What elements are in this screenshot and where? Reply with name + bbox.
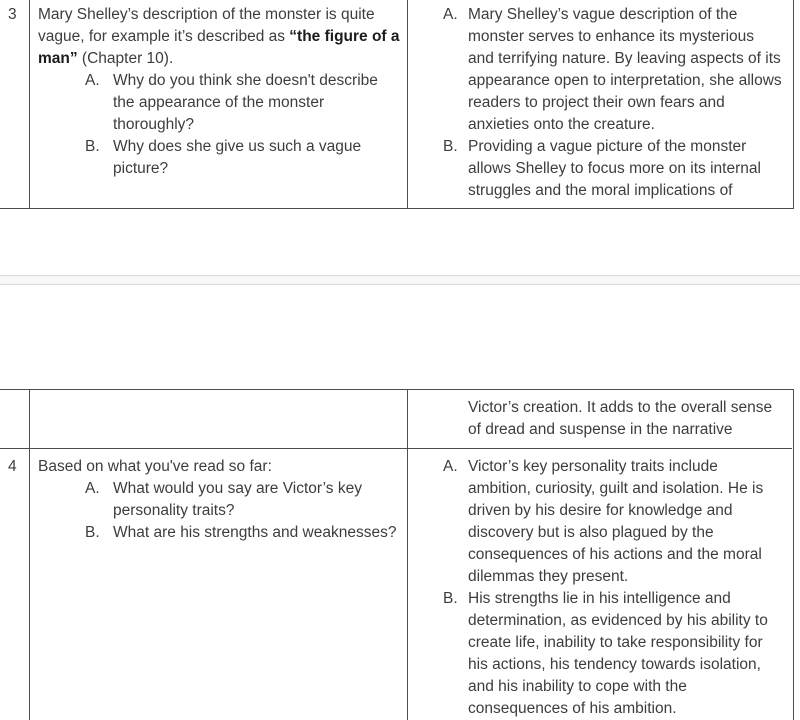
list-text: What would you say are Victor’s key personality traits? xyxy=(113,480,362,519)
row-number: 4 xyxy=(8,458,17,475)
question-intro: Based on what you've read so far: xyxy=(38,458,272,475)
question-item-a xyxy=(85,478,403,522)
intro-text: (Chapter 10). xyxy=(77,50,174,67)
list-text: Victor’s key personality traits include ambition, curiosity, guilt and isolation. He is driven by his desire for knowledge and discovery but is also plagued by the consequences of his actions and the moral dilemmas they present. xyxy=(468,458,764,585)
question-item-b xyxy=(85,522,403,544)
question-item-a xyxy=(85,70,403,136)
list-text: What are his strengths and weaknesses? xyxy=(113,524,397,541)
list-marker: B. xyxy=(85,524,100,541)
intro-bold-quote: “the figure of a man” xyxy=(38,28,400,67)
assignment-table-page1 xyxy=(0,0,794,209)
list-marker: A. xyxy=(85,480,100,497)
row3-answer-cell[interactable] xyxy=(408,0,792,207)
list-marker: B. xyxy=(443,590,458,607)
assignment-table-page2 xyxy=(0,389,794,720)
answer-list xyxy=(443,456,782,720)
list-marker: A. xyxy=(443,6,458,23)
intro-text: Mary Shelley’s description of the monster is quite vague, for example it’s described as xyxy=(38,6,375,45)
question-list xyxy=(85,70,403,180)
answer-continuation-text: Victor’s creation. It adds to the overall sense of dread and suspense in the narrative xyxy=(468,399,773,438)
list-marker: A. xyxy=(443,458,458,475)
question-intro xyxy=(38,4,403,70)
question-list xyxy=(85,478,403,544)
answer-item-a xyxy=(443,456,782,588)
row4-number-cell[interactable] xyxy=(0,450,29,720)
list-marker: A. xyxy=(85,72,100,89)
list-marker: B. xyxy=(85,138,100,155)
question-item-b xyxy=(85,136,403,180)
row3-continuation-row[interactable] xyxy=(0,390,792,449)
list-text: His strengths lie in his intelligence and determination, as evidenced by his ability to create life, inability to take responsibility for his actions, his tendency towards isolation, and his inability to cope with the consequences of his ambition. xyxy=(468,590,768,717)
row3-number-cell[interactable] xyxy=(0,0,29,207)
list-marker: B. xyxy=(443,138,458,155)
answer-item-a xyxy=(443,4,782,136)
answer-item-b xyxy=(443,588,782,720)
row4-answer-cell[interactable] xyxy=(408,450,792,720)
answer-item-b xyxy=(443,136,782,202)
list-text: Providing a vague picture of the monster allows Shelley to focus more on its internal struggles and the moral implications of xyxy=(468,138,761,199)
list-text: Why does she give us such a vague picture? xyxy=(113,138,362,177)
list-text: Mary Shelley’s vague description of the monster serves to enhance its mysterious and terrifying nature. By leaving aspects of its appearance open to interpretation, she allows readers to project their own fears and anxieties onto the creature. xyxy=(468,6,782,133)
row-number: 3 xyxy=(8,6,17,23)
row3-question-cell[interactable] xyxy=(30,0,407,207)
row4-question-cell[interactable] xyxy=(30,450,407,720)
page-break-separator xyxy=(0,275,800,285)
answer-list xyxy=(443,4,782,202)
list-text: Why do you think she doesn't describe the appearance of the monster thoroughly? xyxy=(113,72,378,133)
